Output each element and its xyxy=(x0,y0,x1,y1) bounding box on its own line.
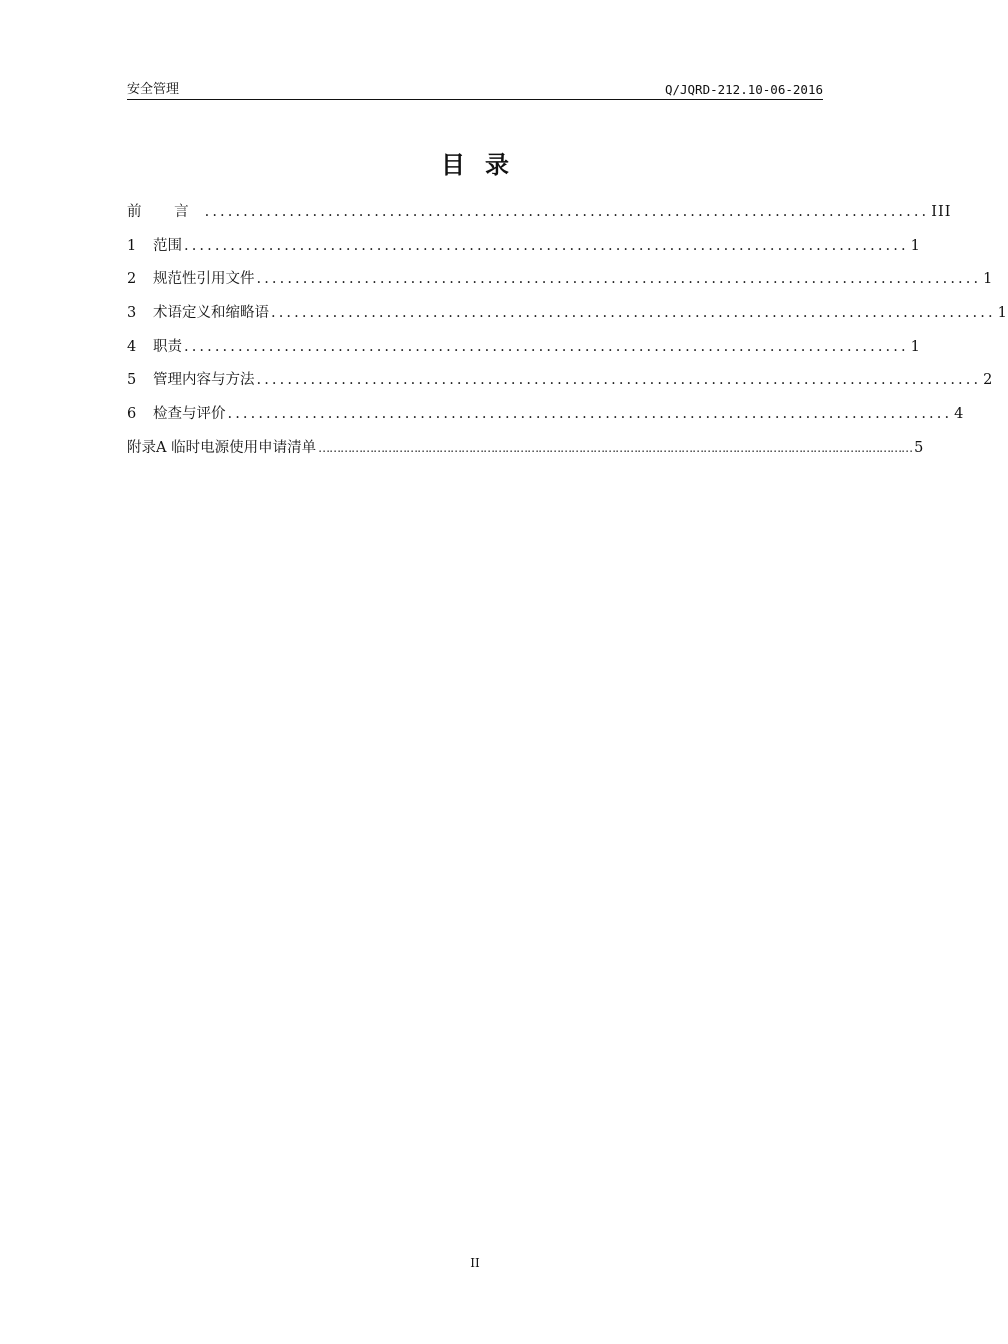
toc-entry-label: 附录A 临时电源使用申请清单 xyxy=(127,439,317,456)
toc-leader-dots: .............................................................................................. xyxy=(184,237,909,254)
toc-entry-page: 1 xyxy=(910,237,921,254)
toc-entry-page: 2 xyxy=(983,372,994,389)
toc-leader-dots: .............................................................................................. xyxy=(256,372,982,389)
toc-leader-dots: .............................................................................................. xyxy=(256,271,982,288)
toc-entry-label: 职责 xyxy=(153,338,182,355)
toc-leader-dots: .............................................................................................. xyxy=(271,305,996,322)
toc-entry-label: 规范性引用文件 xyxy=(153,271,255,288)
toc-entry-number: 2 xyxy=(127,271,137,288)
toc-entry-label: 检查与评价 xyxy=(153,406,226,423)
toc-entry-page: 1 xyxy=(910,338,921,355)
toc-entry-responsibilities[interactable] xyxy=(127,335,921,369)
toc-entry-page: 5 xyxy=(914,439,925,456)
toc-entry-label: 范围 xyxy=(153,237,182,254)
header-rule xyxy=(127,99,823,100)
toc-leader-dots: ……………………………………………………………………………………………………………………………………………… xyxy=(318,440,913,455)
toc-entry-label: 术语定义和缩略语 xyxy=(153,305,269,322)
toc-entry-number: 6 xyxy=(127,406,137,423)
toc-entry-number: 5 xyxy=(127,372,137,389)
toc-entry-scope[interactable] xyxy=(127,234,921,268)
toc-entry-management-content[interactable] xyxy=(127,368,994,402)
toc-entry-page: III xyxy=(931,204,952,220)
table-of-contents xyxy=(127,200,1008,470)
toc-entry-foreword[interactable] xyxy=(127,200,952,234)
toc-entry-label: 前 言 xyxy=(127,204,203,220)
toc-entry-page: 4 xyxy=(954,406,965,423)
toc-leader-dots: .............................................................................................. xyxy=(227,406,953,423)
header-document-code: Q/JQRD-212.10-06-2016 xyxy=(664,82,823,97)
toc-entry-appendix-a[interactable] xyxy=(127,436,925,470)
toc-leader-dots: .............................................................................................. xyxy=(184,338,909,355)
toc-entry-label: 管理内容与方法 xyxy=(153,372,255,389)
toc-entry-terms[interactable] xyxy=(127,301,1008,335)
toc-leader-dots: .............................................................................................. xyxy=(204,204,930,220)
toc-entry-number: 3 xyxy=(127,305,137,322)
toc-entry-number: 1 xyxy=(127,237,137,254)
footer-page-number: II xyxy=(470,1256,480,1270)
toc-entry-number: 4 xyxy=(127,338,137,355)
header-left-text: 安全管理 xyxy=(127,82,180,97)
toc-entry-inspection[interactable] xyxy=(127,402,965,436)
toc-entry-normative-references[interactable] xyxy=(127,267,994,301)
page-title: 目录 xyxy=(441,151,529,179)
toc-entry-page: 1 xyxy=(997,305,1008,322)
toc-entry-page: 1 xyxy=(983,271,994,288)
